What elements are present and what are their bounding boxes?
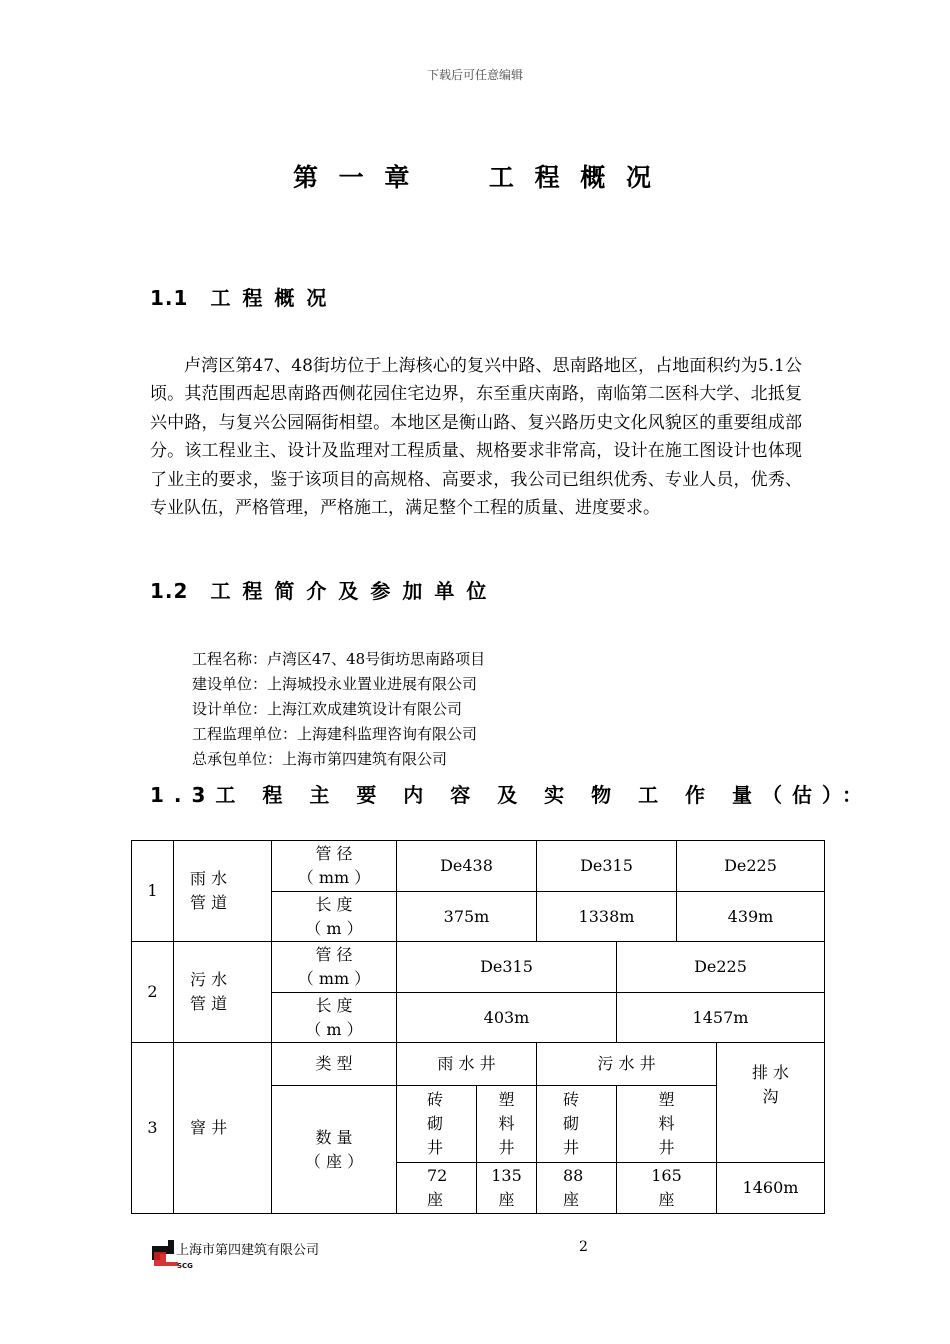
value-cell: 1457m (617, 993, 825, 1043)
char: 井 (498, 1138, 515, 1157)
overview-paragraph: 卢湾区第47、48街坊位于上海核心的复兴中路、思南路地区，占地面积约为5.1公顷。其范围西起思南路西侧花园住宅边界，东至重庆南路，南临第二医科大学、北抵复兴中路，与复兴公园隔街相望。本地区是衡山路、复兴路历史文化风貌区的重要组成部分。该工程业主、设计及监理对工程质量、规格要求非常高，设计在施工图设计也体现了业主的要求，鉴于该项目的高规格、高要求，我公司已组织优秀、专业人员，优秀、专业队伍，严格管理，严格施工，满足整个工程的质量、进度要求。 (150, 356, 802, 519)
label-text: 数 量 (315, 1127, 353, 1147)
info-construction-unit: 建设单位：上海城投永业置业进展有限公司 (192, 675, 478, 693)
header-note: 下载后可任意编辑 (426, 68, 523, 82)
table-row (132, 942, 825, 993)
label-text: 管 径 (315, 945, 353, 964)
well-subtype (537, 1086, 617, 1163)
footer-company: 上海市第四建筑有限公司 (176, 1243, 320, 1258)
drain-ditch-header (717, 1043, 825, 1163)
section-number: 1.1 (150, 286, 189, 310)
label-cell (272, 1086, 397, 1214)
char: 塑 (498, 1090, 515, 1109)
label-text: 长 度 (315, 995, 353, 1015)
char: 井 (427, 1138, 444, 1157)
category-name: 雨 水 (190, 869, 228, 888)
participant-list (192, 647, 485, 772)
label-unit: （ mm ） (297, 969, 371, 988)
well-subtype (397, 1086, 477, 1163)
value-cell: 375m (397, 892, 537, 942)
count-unit: 座 (658, 1190, 675, 1209)
category-name: 管 道 (190, 893, 228, 912)
info-project-name: 工程名称：卢湾区47、48号街坊思南路项目 (192, 650, 486, 668)
label-unit: （ 座 ） (304, 1151, 364, 1171)
ditch-label: 沟 (762, 1087, 779, 1106)
section-heading-1-1 (150, 282, 338, 311)
count-unit: 座 (427, 1190, 444, 1209)
value-cell: De315 (537, 841, 677, 892)
well-count (617, 1163, 717, 1214)
label-unit: （ m ） (305, 1019, 363, 1039)
count-unit: 座 (563, 1190, 580, 1209)
category-cell (174, 841, 272, 942)
category-cell (174, 942, 272, 1043)
well-count (537, 1163, 617, 1214)
table-row (132, 1043, 825, 1086)
category-name: 窨 井 (174, 1043, 272, 1214)
label-cell (272, 892, 397, 942)
section-number: 1.2 (150, 579, 189, 603)
value-cell: De225 (617, 942, 825, 993)
chapter-title: 第 一 章 工 程 概 况 (292, 163, 658, 192)
count-value: 165 (651, 1166, 682, 1185)
value-cell: 439m (677, 892, 825, 942)
logo-text: SCG (177, 1262, 193, 1270)
count-value: 135 (491, 1166, 522, 1185)
count-value: 72 (427, 1166, 448, 1185)
char: 砌 (427, 1114, 444, 1133)
char: 砌 (563, 1114, 580, 1133)
info-supervision-unit: 工程监理单位：上海建科监理咨询有限公司 (192, 725, 478, 743)
value-cell: De225 (677, 841, 825, 892)
char: 料 (658, 1114, 675, 1133)
well-subtype (617, 1086, 717, 1163)
label-unit: （ mm ） (297, 868, 371, 887)
value-cell: 403m (397, 993, 617, 1043)
label-text: 管 径 (315, 844, 353, 863)
well-count (397, 1163, 477, 1214)
count-unit: 座 (498, 1190, 515, 1209)
row-number: 3 (132, 1043, 174, 1214)
char: 砖 (563, 1090, 580, 1109)
row-number: 2 (132, 942, 174, 1043)
sewage-well-header: 污 水 井 (537, 1043, 717, 1086)
char: 料 (498, 1114, 515, 1133)
section-title: 工程简介及参加单位 (210, 579, 499, 603)
value-cell: De315 (397, 942, 617, 993)
count-value: 88 (563, 1166, 584, 1185)
label-cell (272, 841, 397, 892)
label-text: 长 度 (315, 894, 353, 914)
char: 井 (658, 1138, 675, 1157)
char: 井 (563, 1138, 580, 1157)
label-unit: （ m ） (305, 918, 363, 938)
well-count (477, 1163, 537, 1214)
category-name: 污 水 (190, 970, 228, 989)
char: 砖 (427, 1090, 444, 1109)
workload-table (131, 840, 825, 1214)
value-cell: 1338m (537, 892, 677, 942)
ditch-length: 1460m (717, 1163, 825, 1214)
page-number: 2 (579, 1239, 588, 1255)
label-cell: 类 型 (272, 1043, 397, 1086)
section-heading-1-2 (150, 575, 498, 604)
label-cell (272, 942, 397, 993)
value-cell: De438 (397, 841, 537, 892)
ditch-label: 排 水 (751, 1063, 790, 1082)
row-number: 1 (132, 841, 174, 942)
section-heading-1-3: 1.3工 程 主 要 内 容 及 实 物 工 作 量（估）： (150, 783, 873, 807)
info-design-unit: 设计单位：上海江欢成建筑设计有限公司 (192, 700, 463, 718)
info-general-contractor: 总承包单位：上海市第四建筑有限公司 (192, 750, 448, 768)
char: 塑 (658, 1090, 675, 1109)
table-row (132, 841, 825, 892)
label-cell (272, 993, 397, 1043)
rain-well-header: 雨 水 井 (397, 1043, 537, 1086)
section-title: 工程概况 (210, 286, 339, 310)
category-name: 管 道 (190, 994, 228, 1013)
well-subtype (477, 1086, 537, 1163)
